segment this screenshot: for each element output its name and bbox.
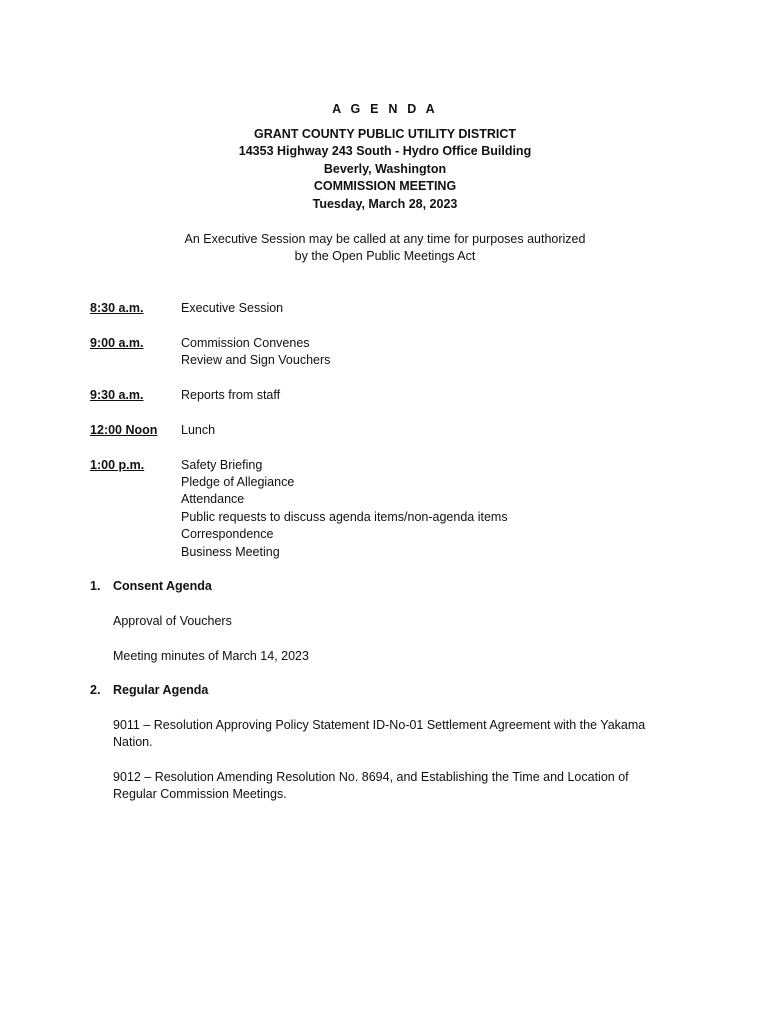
schedule-slot [90, 457, 690, 561]
slot-activities [181, 387, 280, 404]
meeting-header [0, 126, 770, 213]
district-name: GRANT COUNTY PUBLIC UTILITY DISTRICT [253, 127, 517, 141]
schedule-slot [90, 387, 690, 404]
regular-agenda-section [90, 682, 690, 804]
schedule-slot [90, 335, 690, 370]
section-number: 1. [90, 579, 101, 593]
activity-item: Reports from staff [181, 387, 281, 402]
section-heading [90, 682, 690, 699]
section-item: 9012 – Resolution Amending Resolution No. 8694, and Establishing the Time and Location of Regular Commission Meetings. [113, 770, 629, 802]
agenda-title: A G E N D A [332, 102, 438, 116]
section-title: Consent Agenda [113, 579, 212, 593]
section-number: 2. [90, 683, 101, 697]
section-heading [90, 578, 690, 595]
notice-line: An Executive Session may be called at any time for purposes authorized [184, 232, 586, 246]
consent-agenda-section [90, 578, 690, 665]
meeting-date: Tuesday, March 28, 2023 [312, 196, 458, 211]
slot-activities [181, 300, 283, 317]
section-item: Approval of Vouchers [113, 613, 232, 628]
activity-item: Business Meeting [181, 544, 280, 559]
notice-line: by the Open Public Meetings Act [294, 249, 476, 264]
meeting-city: Beverly, Washington [323, 161, 447, 176]
activity-item: Lunch [181, 422, 216, 437]
slot-time: 9:30 a.m. [90, 387, 144, 402]
schedule [90, 300, 690, 578]
activity-item: Review and Sign Vouchers [181, 353, 331, 368]
schedule-slot [90, 422, 690, 439]
executive-session-notice [0, 231, 770, 266]
activity-item: Pledge of Allegiance [181, 474, 295, 489]
section-item: Meeting minutes of March 14, 2023 [113, 648, 309, 663]
activity-item: Attendance [181, 492, 245, 507]
slot-time: 1:00 p.m. [90, 457, 145, 472]
meeting-address: 14353 Highway 243 South - Hydro Office Building [238, 144, 532, 159]
slot-activities [181, 457, 508, 561]
activity-item: Commission Convenes [181, 335, 310, 350]
section-item: 9011 – Resolution Approving Policy Statement ID-No-01 Settlement Agreement with the Yakama Nation. [113, 717, 646, 750]
meeting-type: COMMISSION MEETING [313, 179, 457, 194]
section-items [113, 717, 661, 804]
slot-time: 9:00 a.m. [90, 335, 144, 350]
section-title: Regular Agenda [113, 683, 209, 697]
activity-item: Correspondence [181, 527, 274, 542]
activity-item: Public requests to discuss agenda items/non-agenda items [181, 509, 508, 524]
activity-item: Safety Briefing [181, 457, 263, 472]
slot-time: 8:30 a.m. [90, 301, 144, 315]
slot-activities [181, 422, 215, 439]
activity-item: Executive Session [181, 301, 284, 315]
slot-time: 12:00 Noon [90, 422, 158, 437]
schedule-slot [90, 300, 690, 317]
section-items [113, 613, 661, 665]
slot-activities [181, 335, 330, 370]
